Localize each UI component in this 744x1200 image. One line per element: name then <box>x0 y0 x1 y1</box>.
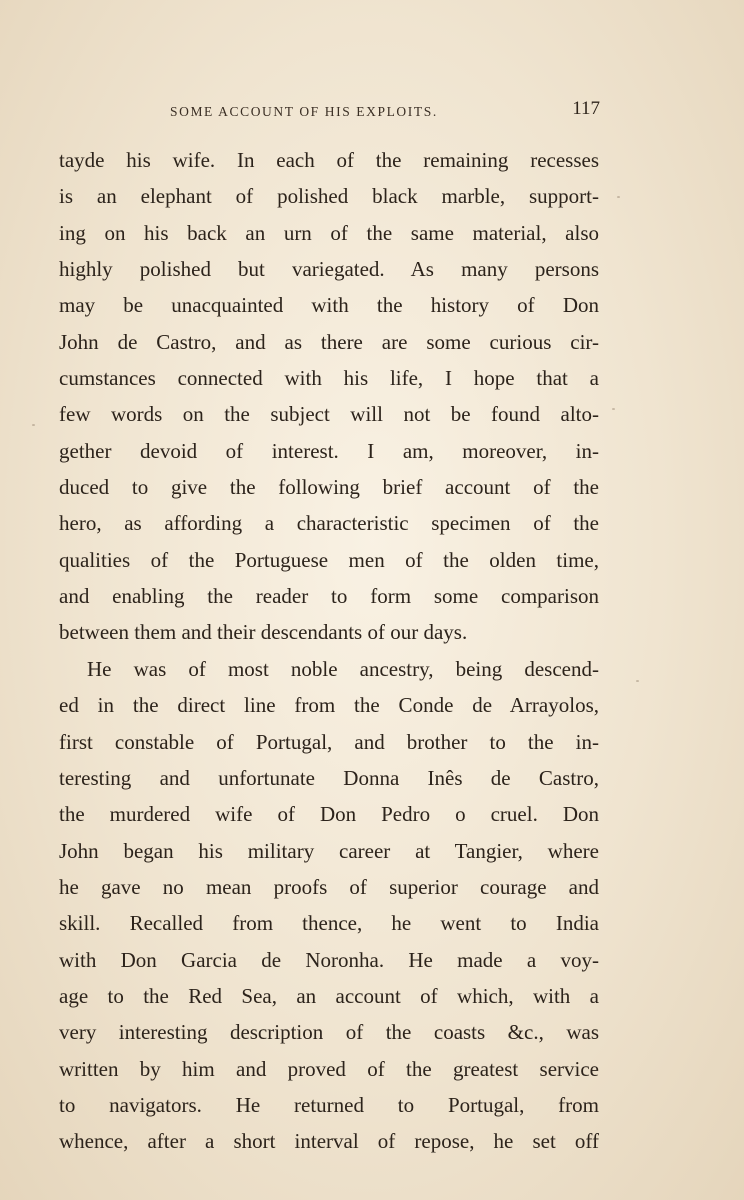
text-line: teresting and unfortunate Donna Inês de Castro, <box>59 765 599 790</box>
text-line: he gave no mean proofs of superior courage and <box>59 874 599 899</box>
text-line: to navigators. He returned to Portugal, from <box>59 1092 599 1117</box>
text-line: is an elephant of polished black marble, support- <box>59 184 599 209</box>
text-line: cumstances connected with his life, I hope that a <box>59 366 599 391</box>
page-header <box>60 98 600 128</box>
text-line: age to the Red Sea, an account of which, with a <box>59 983 599 1008</box>
text-line: skill. Recalled from thence, he went to India <box>59 911 599 936</box>
text-line: and enabling the reader to form some comparison <box>59 584 599 609</box>
text-line: John de Castro, and as there are some curious cir- <box>59 329 599 354</box>
text-line: highly polished but variegated. As many persons <box>59 257 599 282</box>
text-line: with Don Garcia de Noronha. He made a voy- <box>59 947 599 972</box>
text-line: very interesting description of the coasts &c., was <box>59 1020 599 1045</box>
text-line: tayde his wife. In each of the remaining recesses <box>59 148 599 172</box>
paragraph-start-line: He was of most noble ancestry, being descend- <box>87 656 599 681</box>
text-line: duced to give the following brief account of the <box>59 475 599 500</box>
text-line: first constable of Portugal, and brother to the in- <box>59 729 599 754</box>
running-title: SOME ACCOUNT OF HIS EXPLOITS. <box>170 104 438 119</box>
text-line: few words on the subject will not be found alto- <box>59 402 599 427</box>
text-line: gether devoid of interest. I am, moreover, in- <box>59 438 599 463</box>
text-line: ing on his back an urn of the same material, also <box>59 220 599 245</box>
text-line: may be unacquainted with the history of Don <box>59 293 599 318</box>
text-line: written by him and proved of the greatest service <box>59 1056 599 1081</box>
paragraph-end-line: between them and their descendants of our days. <box>59 620 468 645</box>
paper-speck <box>636 680 639 682</box>
text-line: ed in the direct line from the Conde de Arrayolos, <box>59 693 599 718</box>
text-line: qualities of the Portuguese men of the olden time, <box>59 547 599 572</box>
text-line: hero, as affording a characteristic specimen of the <box>59 511 599 536</box>
text-line: John began his military career at Tangier, where <box>59 838 599 863</box>
text-line: whence, after a short interval of repose, he set off <box>59 1129 599 1154</box>
body-text <box>59 142 599 1160</box>
paper-speck <box>32 424 35 426</box>
page-number: 117 <box>572 98 600 119</box>
text-line: the murdered wife of Don Pedro o cruel. Don <box>59 802 599 827</box>
paper-speck <box>617 196 620 198</box>
paper-speck <box>612 408 615 410</box>
